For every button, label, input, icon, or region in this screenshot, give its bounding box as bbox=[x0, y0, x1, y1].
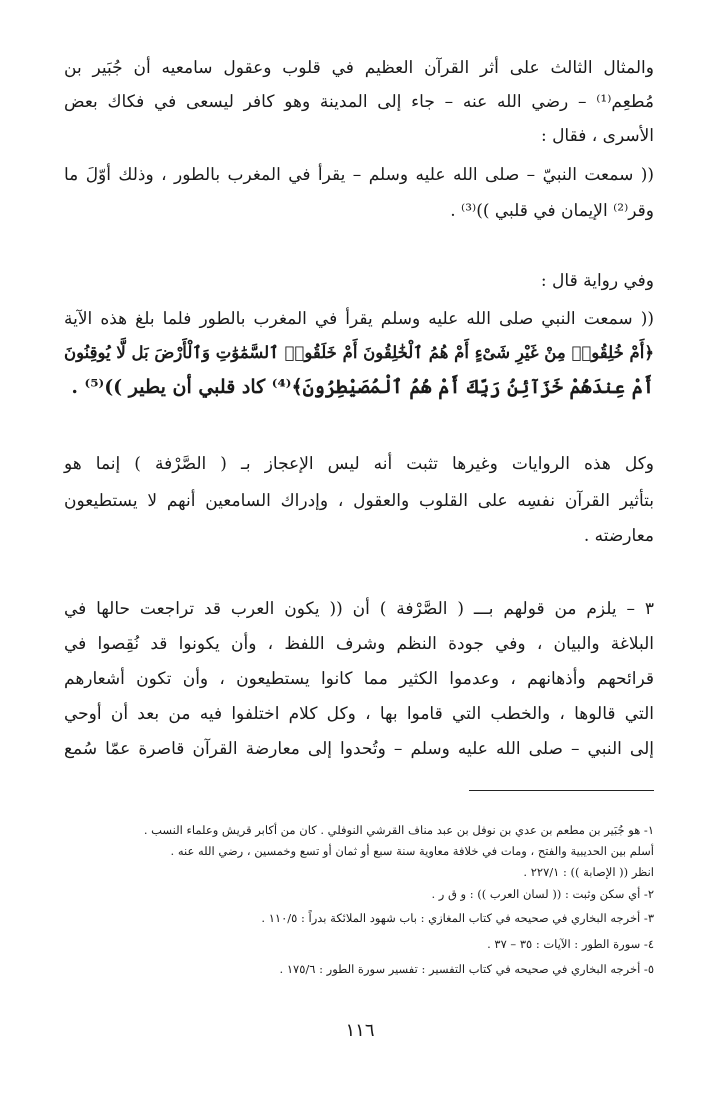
quran-verse-line: ﴿أَمْ خُلِقُوا۟ مِنْ غَيْرِ شَىْءٍ أَمْ هُمُ ٱلْخَٰلِقُونَ أَمْ خَلَقُوا۟ ٱلسَّمَٰوَٰتِ وَٱلْأَرْضَ بَل لَّا يُوقِنُونَ bbox=[64, 343, 654, 362]
footnote: ١- هو جُبَير بن مطعم بن عدي بن نوفل بن عبد مناف القرشي النوفلي . كان من أكابر قريش وعلماء النسب . bbox=[143, 823, 654, 837]
paragraph-line: الأسرى ، فقال : bbox=[540, 126, 654, 146]
footnote: انظر (( الإصابة )) : ٢٢٧/١ . bbox=[523, 865, 654, 879]
footnote: ٤- سورة الطور : الآيات : ٣٥ – ٣٧ . bbox=[487, 937, 654, 951]
footnote-separator bbox=[469, 790, 654, 791]
paragraph-line: مُطعِم⁽¹⁾ – رضي الله عنه – جاء إلى المدينة وهو كافر ليسعى في فكاك بعض bbox=[64, 92, 654, 112]
hadith-quote-line: وقر⁽²⁾ الإيمان في قلبي ))⁽³⁾ . bbox=[450, 201, 654, 221]
hadith-quote-line: (( سمعت النبيّ – صلى الله عليه وسلم – يقرأ في المغرب بالطور ، وذلك أوّلَ ما bbox=[64, 165, 654, 185]
footnote: ٣- أخرجه البخاري في صحيحه في كتاب المغازي : باب شهود الملائكة بدراً : ١١٠/٥ . bbox=[261, 911, 654, 925]
hadith-quote-line: (( سمعت النبي صلى الله عليه وسلم يقرأ في المغرب بالطور فلما بلغ هذه الآية bbox=[64, 309, 654, 329]
paragraph-line: بتأثير القرآن نفسِه على القلوب والعقول ، وإدراك السامعين أنهم لا يستطيعون bbox=[64, 491, 654, 511]
paragraph-intro: وفي رواية قال : bbox=[540, 271, 654, 291]
page-number: ١١٦ bbox=[345, 1020, 375, 1041]
paragraph-line: قرائحهم وأذهانهم ، وعدموا الكثير مما كانوا يستطيعون ، وأن تكون أشعارهم bbox=[64, 669, 654, 689]
footnote: ٥- أخرجه البخاري في صحيحه في كتاب التفسير : تفسير سورة الطور : ١٧٥/٦ . bbox=[279, 962, 654, 976]
quran-verse-line: أَمْ عِندَهُمْ خَزَآئِنُ رَبِّكَ أَمْ هُمُ ٱلْمُصَيْطِرُونَ﴾⁽⁴⁾ كاد قلبي أن يطير ))⁽⁵⁾ . bbox=[71, 376, 654, 398]
paragraph-line: البلاغة والبيان ، وفي جودة النظم وشرف اللفظ ، وأن يكونوا قد نُقِصوا في bbox=[64, 634, 654, 654]
paragraph-line: والمثال الثالث على أثر القرآن العظيم في قلوب وعقول سامعيه أن جُبَير بن bbox=[64, 58, 654, 78]
paragraph-line: ٣ – يلزم من قولهم بـــ ( الصَّرْفة ) أن (( يكون العرب قد تراجعت حالها في bbox=[64, 599, 654, 619]
paragraph-line: التي قالوها ، والخطب التي قاموا بها ، وكل كلام اختلفوا فيه من بعد أن أوحي bbox=[64, 704, 654, 724]
paragraph-line: وكل هذه الروايات وغيرها تثبت أنه ليس الإعجاز بـ ( الصَّرْفة ) إنما هو bbox=[64, 454, 654, 474]
paragraph-line: معارضته . bbox=[583, 526, 654, 546]
paragraph-line: إلى النبي – صلى الله عليه وسلم – وتُحدوا إلى معارضة القرآن قاصرة عمّا سُمع bbox=[64, 739, 654, 759]
footnote: ٢- أي سكن وثبت : (( لسان العرب )) : و ق ر . bbox=[431, 887, 654, 901]
footnote: أسلم بين الحديبية والفتح ، ومات في خلافة معاوية سنة سبع أو ثمان أو تسع وخمسين ، رضي الله عنه . bbox=[170, 844, 654, 858]
